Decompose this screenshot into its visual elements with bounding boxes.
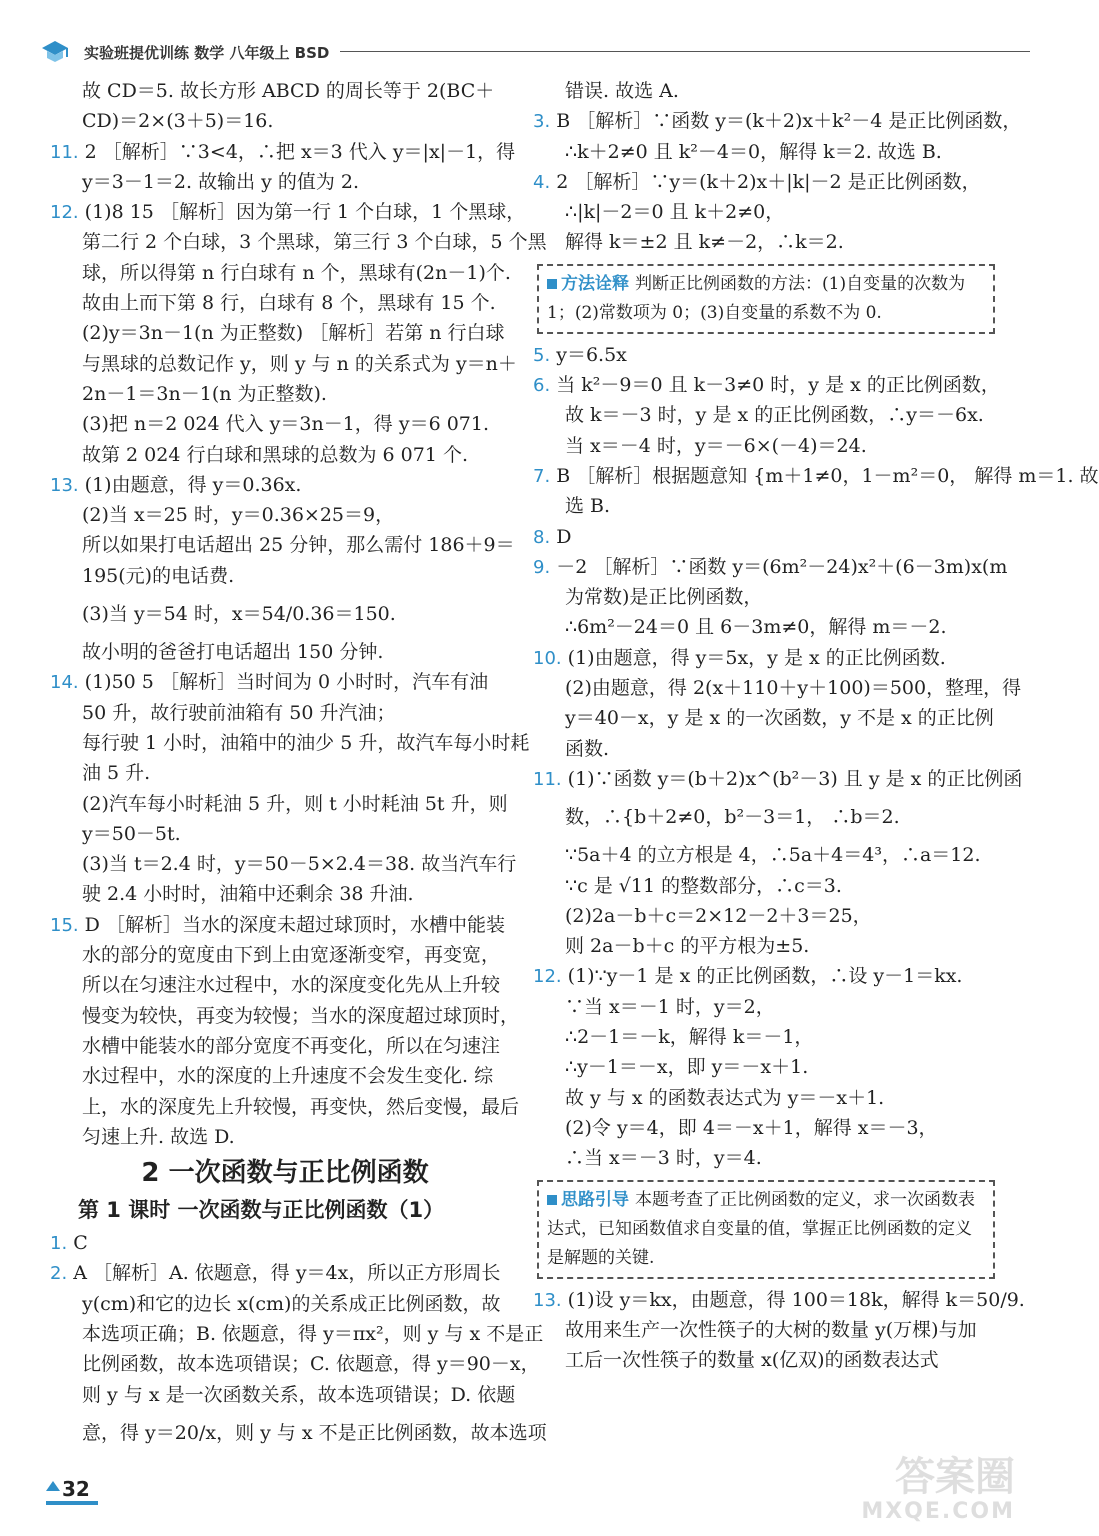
answer-line [533, 1285, 1025, 1315]
answer-line [533, 461, 1099, 491]
text-line: CD)＝2×(3＋5)＝16. [82, 110, 274, 133]
answer-text: B ［解析］∵函数 y＝(k＋2)x＋k²－4 是正比例函数， [550, 110, 1022, 133]
answer-line [50, 197, 526, 227]
tip-box-text: 判断正比例函数的方法：(1)自变量的次数为 1；(2)常数项为 0；(3)自变量的系数不为 0. [547, 273, 966, 323]
answer-line [533, 370, 1000, 400]
text-line: ∵当 x＝－1 时，y＝2， [565, 995, 775, 1018]
header-rule [340, 51, 1030, 52]
question-number: 7. [533, 465, 551, 487]
question-number: 9. [533, 556, 551, 578]
text-line: 水槽中能装水的部分宽度不再变化，所以在匀速注 [82, 1034, 501, 1057]
text-line: 故第 2 024 行白球和黑球的总数为 6 071 个. [82, 443, 468, 466]
question-number: 11. [533, 768, 562, 790]
text-line: 所以如果打电话超出 25 分钟，那么需付 186＋9＝ [82, 534, 515, 557]
text-line: 慢变为较快，再变为较慢；当水的深度超过球顶时， [82, 1004, 520, 1027]
text-line: 第二行 2 个白球，3 个黑球，第三行 3 个白球，5 个黑 [82, 231, 547, 254]
answer-text: (1)由题意，得 y＝5x，y 是 x 的正比例函数. [561, 646, 946, 669]
text-line: 故 y 与 x 的函数表达式为 y＝－x＋1. [565, 1086, 885, 1109]
text-line: (3)当 y＝54 时，x＝54/0.36＝150. [82, 603, 396, 626]
text-line: 球，所以得第 n 行白球有 n 个，黑球有(2n－1)个. [82, 261, 511, 284]
question-number: 3. [533, 111, 551, 133]
text-line: (3)当 t＝2.4 时，y＝50－5×2.4＝38. 故当汽车行 [82, 853, 517, 876]
answer-text: B ［解析］根据题意知 {m＋1≠0，1－m²＝0， 解得 m＝1. 故 [550, 464, 1099, 487]
answer-line [50, 470, 520, 500]
page-header [40, 38, 1000, 68]
text-line: 油 5 升. [82, 762, 151, 785]
answer-text: (1)由题意，得 y＝0.36x. [78, 473, 302, 496]
answer-text: 2 ［解析］∵3<4，∴把 x＝3 代入 y＝|x|－1，得 [78, 140, 516, 163]
text-line: 则 y 与 x 是一次函数关系，故本选项错误；D. 依题 [82, 1383, 516, 1406]
text-line: 与黑球的总数记作 y，则 y 与 n 的关系式为 y＝n＋ [82, 352, 517, 375]
page-number-underline [46, 1501, 98, 1505]
text-line: 故小明的爸爸打电话超出 150 分钟. [82, 641, 384, 664]
text-line: 水过程中，水的深度的上升速度不会发生变化. 综 [82, 1065, 494, 1088]
answer-text: (1)50 5 ［解析］当时间为 0 小时时，汽车有油 [78, 671, 489, 694]
text-line: 为常数)是正比例函数， [565, 586, 763, 609]
text-line: ∴y－1＝－x，即 y＝－x＋1. [565, 1056, 809, 1079]
text-line: 50 升，故行驶前油箱有 50 升汽油； [82, 701, 396, 724]
page-number [46, 1475, 98, 1505]
text-line: 意，得 y＝20/x，则 y 与 x 不是正比例函数，故本选项 [82, 1421, 547, 1444]
text-line: y(cm)和它的边长 x(cm)的关系成正比例函数，故 [82, 1292, 501, 1315]
text-line: 则 2a－b＋c 的平方根为±5. [565, 935, 810, 958]
answer-line [533, 340, 995, 370]
text-line: 所以在匀速注水过程中，水的深度变化先从上升较 [82, 974, 501, 997]
text-line: ∵c 是 √11 的整数部分，∴c＝3. [565, 874, 842, 897]
answer-line [533, 552, 1008, 582]
text-line: 比例函数，故本选项错误；C. 依题意，得 y＝90－x， [82, 1353, 540, 1376]
text-line: ∴当 x＝－3 时，y＝4. [565, 1147, 762, 1170]
text-line: 函数. [565, 737, 610, 760]
answer-text: A ［解析］A. 依题意，得 y＝4x，所以正方形周长 [67, 1262, 501, 1285]
text-line: y＝3－1＝2. 故输出 y 的值为 2. [82, 170, 360, 193]
tip-box-text: 本题考查了正比例函数的定义，求一次函数表达式，已知函数值求自变量的值，掌握正比例函数的定义是解题的关键. [547, 1189, 975, 1268]
book-cap-logo-icon [40, 38, 70, 64]
text-line: 匀速上升. 故选 D. [82, 1125, 235, 1148]
text-line: 每行驶 1 小时，油箱中的油少 5 升，故汽车每小时耗 [82, 731, 530, 754]
answer-text: C [67, 1232, 88, 1255]
text-line: 故用来生产一次性筷子的大树的数量 y(万棵)与加 [565, 1318, 977, 1341]
answer-line [50, 667, 520, 697]
text-line: (2)汽车每小时耗油 5 升，则 t 小时耗油 5t 升，则 [82, 792, 508, 815]
text-line: y＝50－5t. [82, 822, 181, 845]
text-line: (2)由题意，得 2(x＋110＋y＋100)＝500，整理，得 [565, 677, 1022, 700]
answer-line [533, 643, 995, 673]
question-number: 4. [533, 171, 551, 193]
answer-text: D ［解析］当水的深度未超过球顶时，水槽中能装 [78, 913, 505, 936]
watermark [815, 1455, 1015, 1533]
question-number: 13. [533, 1289, 562, 1311]
text-line: 解得 k＝±2 且 k≠－2，∴k＝2. [565, 231, 844, 254]
answer-line [533, 764, 1023, 794]
text-line: (2)y＝3n－1(n 为正整数) ［解析］若第 n 行白球 [82, 322, 505, 345]
text-line: 195(元)的电话费. [82, 564, 235, 587]
tip-box-label: 方法诠释 [547, 270, 629, 299]
text-line: (2)令 y＝4，即 4＝－x＋1，解得 x＝－3， [565, 1116, 938, 1139]
text-line: ∴|k|－2＝0 且 k＋2≠0， [565, 201, 785, 224]
question-number: 14. [50, 672, 79, 694]
question-number: 5. [533, 344, 551, 366]
watermark-url: MXQE.COM [861, 1499, 1015, 1524]
question-number: 8. [533, 526, 551, 548]
text-line: 2n－1＝3n－1(n 为正整数). [82, 382, 327, 405]
series-title: 实验班提优训练 数学 八年级上 BSD [84, 44, 330, 62]
answer-text: y＝6.5x [550, 343, 627, 366]
answer-line [533, 167, 995, 197]
answer-line [533, 106, 1022, 136]
text-line: 数，∴{b＋2≠0，b²－3＝1， ∴b＝2. [565, 806, 900, 829]
text-line: (3)把 n＝2 024 代入 y＝3n－1，得 y＝6 071. [82, 413, 490, 436]
text-line: 工后一次性筷子的数量 x(亿双)的函数表达式 [565, 1349, 939, 1372]
text-line: 上，水的深度先上升较慢，再变快，然后变慢，最后 [82, 1095, 520, 1118]
left-column [50, 76, 547, 1456]
answer-text: 当 k²－9＝0 且 k－3≠0 时，y 是 x 的正比例函数， [550, 374, 1000, 397]
text-line: (2)当 x＝25 时，y＝0.36×25＝9， [82, 504, 395, 527]
text-line: 错误. 故选 A. [565, 80, 679, 102]
question-number: 12. [533, 966, 562, 988]
text-line: 本选项正确；B. 依题意，得 y＝πx²，则 y 与 x 不是正 [82, 1322, 544, 1345]
tip-box [537, 264, 995, 334]
question-number: 10. [533, 647, 562, 669]
answer-line [533, 961, 995, 991]
text-line: ∴k＋2≠0 且 k²－4＝0，解得 k＝2. 故选 B. [565, 140, 942, 163]
answer-text: 2 ［解析］∵y＝(k＋2)x＋|k|－2 是正比例函数， [550, 170, 981, 193]
text-line: 故 k＝－3 时，y 是 x 的正比例函数，∴y＝－6x. [565, 404, 984, 427]
text-line: 水的部分的宽度由下到上由宽逐渐变窄，再变宽， [82, 944, 501, 967]
question-number: 15. [50, 914, 79, 936]
page-number-text: 32 [62, 1477, 90, 1501]
question-number: 13. [50, 474, 79, 496]
text-line: 驶 2.4 小时时，油箱中还剩余 38 升油. [82, 883, 414, 906]
text-line: 当 x＝－4 时，y＝－6×(－4)＝24. [565, 434, 867, 457]
lesson-heading: 第 1 课时 一次函数与正比例函数（1） [78, 1198, 445, 1223]
text-line: 故由上而下第 8 行，白球有 8 个，黑球有 15 个. [82, 292, 496, 315]
text-line: 故 CD＝5. 故长方形 ABCD 的周长等于 2(BC＋ [82, 80, 495, 102]
right-column [533, 76, 1099, 1375]
text-line: (2)2a－b＋c＝2×12－2＋3＝25， [565, 904, 872, 927]
answer-line [50, 137, 520, 167]
arrow-up-icon [46, 1481, 60, 1491]
text-line: ∵5a＋4 的立方根是 4，∴5a＋4＝4³，∴a＝12. [565, 844, 981, 867]
answer-text: (1)8 15 ［解析］因为第一行 1 个白球，1 个黑球， [78, 201, 526, 224]
text-line: ∴6m²－24＝0 且 6－3m≠0，解得 m＝－2. [565, 616, 947, 639]
question-number: 6. [533, 375, 551, 397]
watermark-logo: 答案圈 [895, 1454, 1015, 1500]
question-number: 12. [50, 202, 79, 224]
text-line: y＝40－x，y 是 x 的一次函数，y 不是 x 的正比例 [565, 707, 994, 730]
text-line: 选 B. [565, 495, 611, 518]
section-heading: 2 一次函数与正比例函数 [141, 1158, 429, 1189]
question-number: 11. [50, 141, 79, 163]
answer-line [533, 522, 995, 552]
answer-line [50, 910, 520, 940]
text-line: ∴2－1＝－k，解得 k＝－1， [565, 1026, 814, 1049]
answer-text: (1)设 y＝kx，由题意，得 100＝18k，解得 k＝50/9. [561, 1288, 1025, 1311]
answer-line [50, 1228, 520, 1258]
answer-text: D [550, 525, 572, 548]
answer-line [50, 1258, 520, 1288]
tip-box [537, 1180, 995, 1279]
answer-text: (1)∵函数 y＝(b＋2)x^(b²－3) 且 y 是 x 的正比例函 [561, 767, 1023, 790]
question-number: 1. [50, 1233, 68, 1255]
answer-text: (1)∵y－1 是 x 的正比例函数，∴设 y－1＝kx. [561, 965, 963, 988]
question-number: 2. [50, 1263, 68, 1285]
answer-text: －2 ［解析］∵函数 y＝(6m²－24)x²＋(6－3m)x(m [550, 555, 1008, 578]
tip-box-label: 思路引导 [547, 1186, 629, 1215]
